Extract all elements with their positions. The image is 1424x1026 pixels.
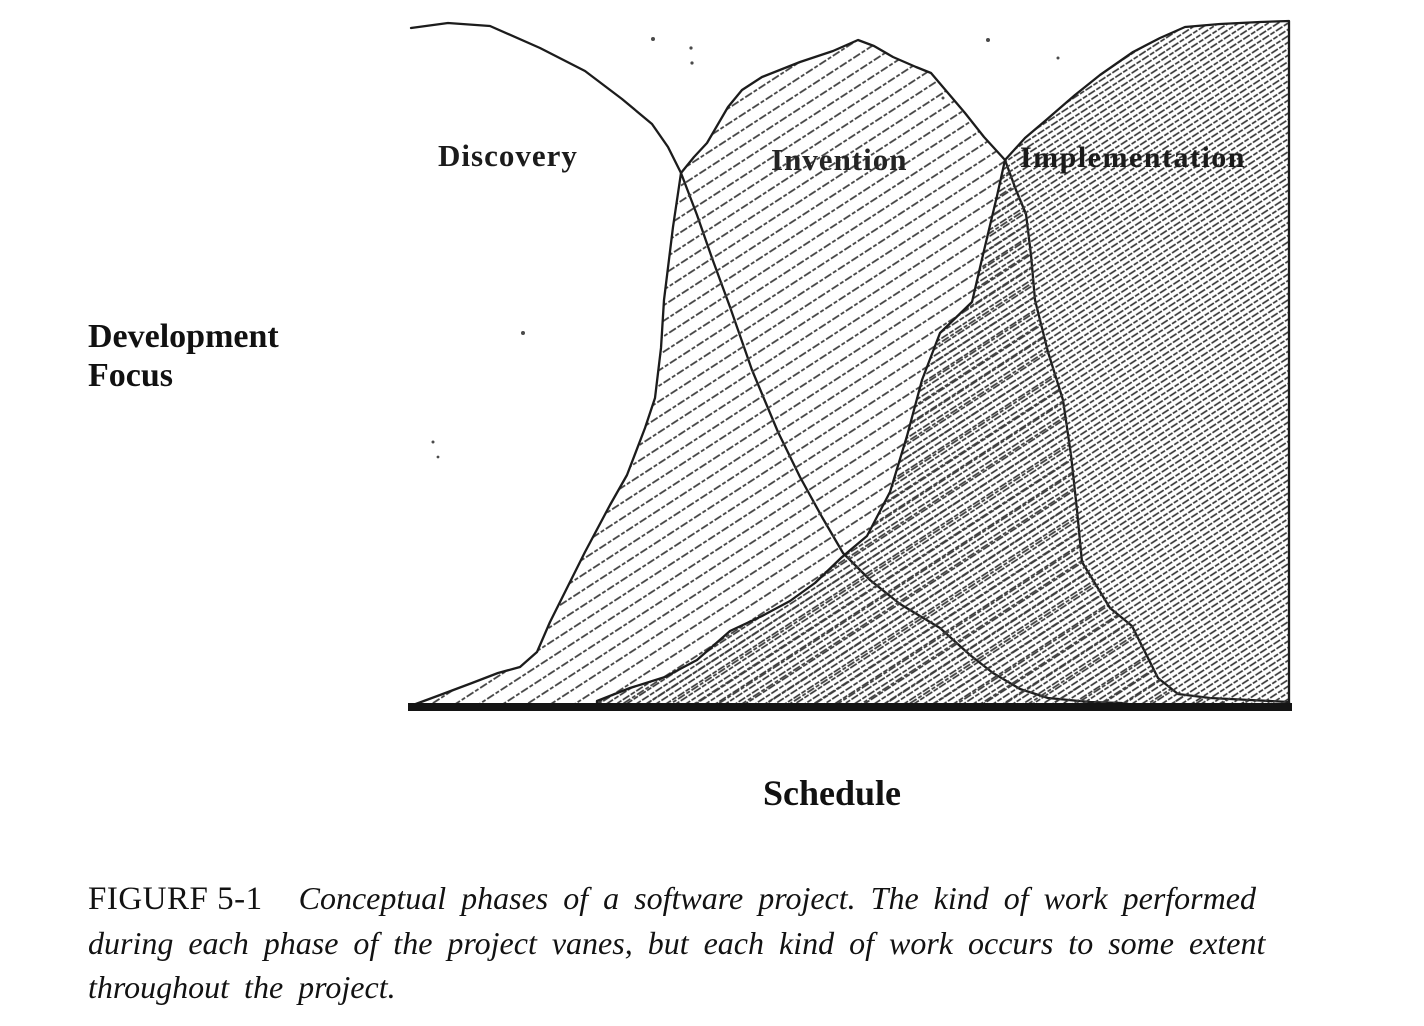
discovery-phase-label: Discovery [438,138,578,173]
caption-line-3: throughout the project. [88,969,396,1005]
figure-caption [88,876,1388,1009]
caption-line-2: during each phase of the project vanes, but each kind of work occurs to some extent [88,925,1266,961]
y-axis-label: Development Focus [88,318,279,394]
implementation-phase-label: Implementation [1020,141,1246,174]
caption-line-1 [88,876,1388,921]
invention-phase-label: Invention [771,142,908,177]
caption-text-1: Conceptual phases of a software project. The kind of work performed [298,880,1256,916]
phase-curves-layer [411,21,1289,706]
figure-number-label: FIGURF 5-1 [88,881,263,917]
schedule-axis-baseline [408,703,1292,711]
x-axis-label: Schedule [763,773,902,813]
